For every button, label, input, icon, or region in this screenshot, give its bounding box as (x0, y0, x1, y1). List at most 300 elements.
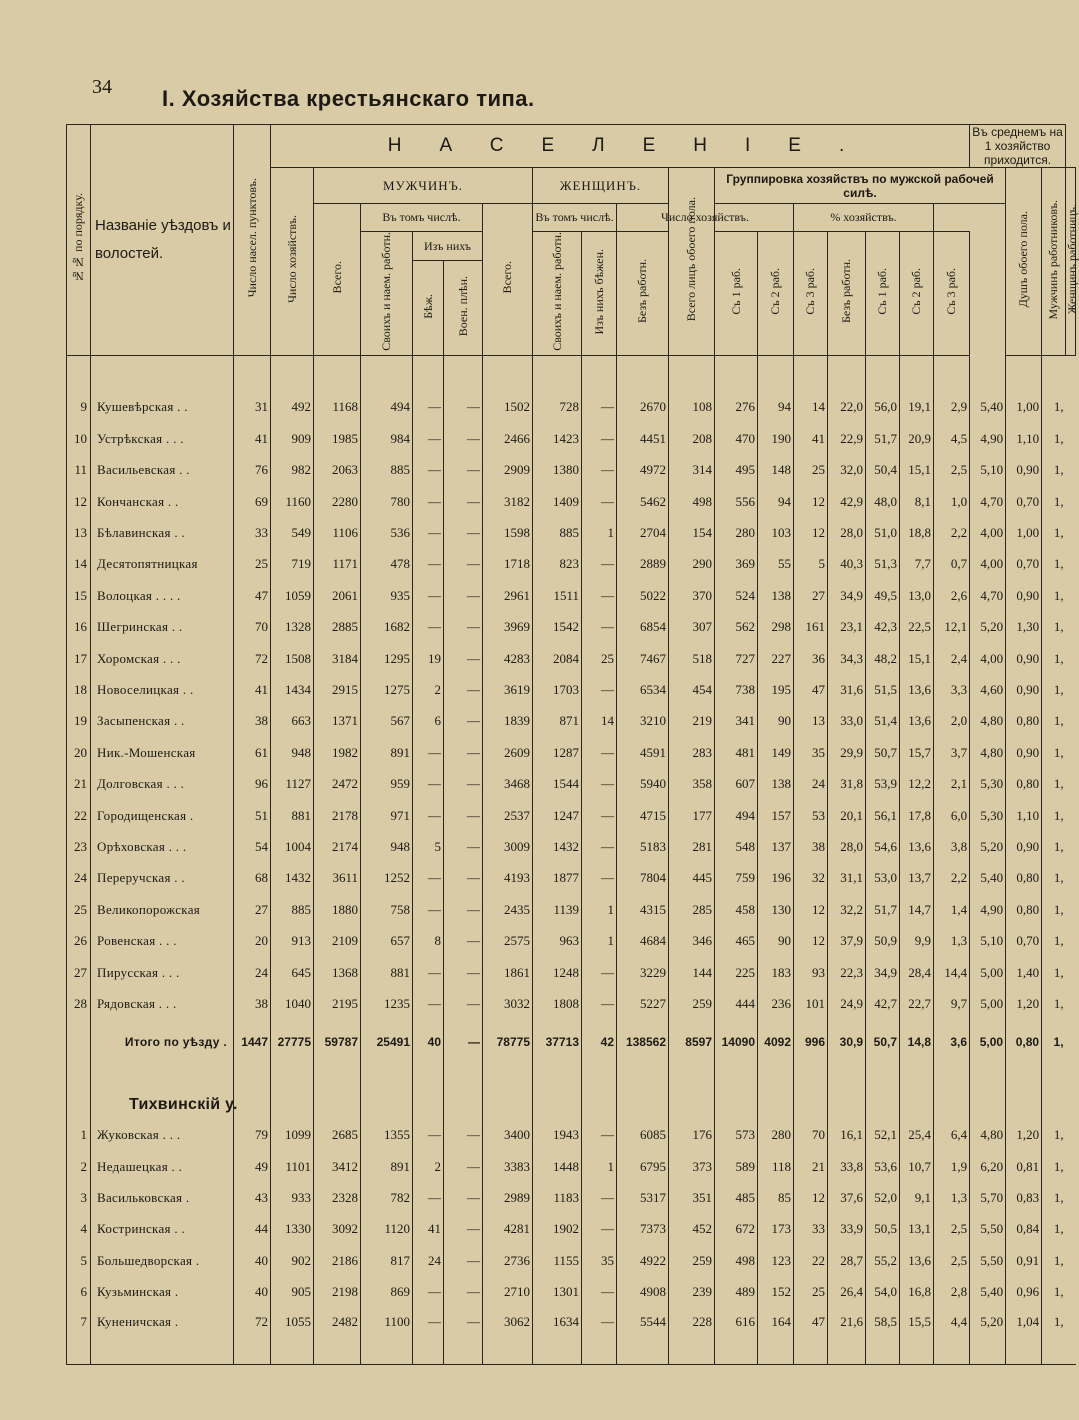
cell-value: — (413, 800, 444, 831)
cell-value: 1,00 (1006, 517, 1042, 548)
total-value: 37713 (533, 1020, 582, 1064)
cell-value: 1, (1042, 894, 1066, 925)
cell-value: — (582, 549, 617, 580)
cell-value: 123 (758, 1245, 794, 1276)
cell-value: — (582, 455, 617, 486)
cell-value: 1,10 (1006, 800, 1042, 831)
cell-value: 351 (669, 1182, 715, 1213)
row-number: 20 (67, 737, 91, 768)
page-number: 34 (92, 76, 112, 98)
table-row (67, 831, 1076, 862)
cell-value: — (582, 392, 617, 423)
cell-value: 2186 (314, 1245, 361, 1276)
cell-value: — (444, 1277, 483, 1308)
empty-cell (1042, 1064, 1066, 1120)
empty-cell (794, 1064, 828, 1120)
cell-value: 152 (758, 1277, 794, 1308)
cell-value: 2061 (314, 580, 361, 611)
cell-value: 2,4 (934, 643, 970, 674)
cell-value: — (444, 863, 483, 894)
cell-value: 51,4 (866, 706, 900, 737)
cell-value: — (582, 1214, 617, 1245)
cell-value: 25 (234, 549, 271, 580)
district-name: Пирусская . . . (91, 957, 234, 988)
total-value: 4092 (758, 1020, 794, 1064)
cell-value: 959 (361, 768, 413, 799)
empty-cell (669, 1064, 715, 1120)
cell-value: 2704 (617, 517, 669, 548)
cell-value: — (413, 423, 444, 454)
cell-value: 3229 (617, 957, 669, 988)
cell-value: 22,7 (900, 988, 934, 1019)
cell-value: — (582, 800, 617, 831)
table-row (67, 423, 1076, 454)
header-women: ЖЕНЩИНЪ. (533, 168, 669, 204)
cell-value: — (582, 957, 617, 988)
cell-value: 3619 (483, 674, 533, 705)
cell-value: 0,80 (1006, 894, 1042, 925)
cell-value: 0,83 (1006, 1182, 1042, 1213)
row-number: 12 (67, 486, 91, 517)
table-row (67, 1151, 1076, 1182)
cell-value: — (444, 517, 483, 548)
row-number: 3 (67, 1182, 91, 1213)
cell-value: 1 (582, 1151, 617, 1182)
row-number: 14 (67, 549, 91, 580)
cell-value: 5544 (617, 1308, 669, 1364)
header-pct-households: % хозяйствъ. (794, 204, 934, 232)
cell-value: 283 (669, 737, 715, 768)
cell-value: — (444, 612, 483, 643)
cell-value: 2,2 (934, 863, 970, 894)
cell-value: 1, (1042, 925, 1066, 956)
cell-value: 42,3 (866, 612, 900, 643)
cell-value: 1, (1042, 1245, 1066, 1276)
cell-value: 589 (715, 1151, 758, 1182)
district-name: Городищенская . (91, 800, 234, 831)
cell-value: 1, (1042, 706, 1066, 737)
cell-value: 93 (794, 957, 828, 988)
cell-value: 2915 (314, 674, 361, 705)
cell-value: 50,7 (866, 737, 900, 768)
cell-value: — (444, 455, 483, 486)
cell-value: 0,84 (1006, 1214, 1042, 1245)
row-number: 10 (67, 423, 91, 454)
cell-value: 259 (669, 1245, 715, 1276)
cell-value: 1275 (361, 674, 413, 705)
header-number: №№ по порядку. (67, 125, 91, 356)
cell-value: 4715 (617, 800, 669, 831)
cell-value: 48,0 (866, 486, 900, 517)
cell-value: 6085 (617, 1120, 669, 1151)
cell-value: 22,3 (828, 957, 866, 988)
cell-value: 5,10 (970, 925, 1006, 956)
cell-value: 881 (271, 800, 314, 831)
cell-value: — (582, 423, 617, 454)
cell-value: 51,3 (866, 549, 900, 580)
cell-value: — (413, 486, 444, 517)
cell-value: 719 (271, 549, 314, 580)
empty-cell (1006, 1064, 1042, 1120)
cell-value: 23,1 (828, 612, 866, 643)
cell-value: 22,0 (828, 392, 866, 423)
header-women-refugees: Изъ нихъ бѣжен. (582, 232, 617, 356)
total-value: 996 (794, 1020, 828, 1064)
cell-value: 5 (413, 831, 444, 862)
cell-value: 885 (533, 517, 582, 548)
cell-value: 2435 (483, 894, 533, 925)
cell-value: 2063 (314, 455, 361, 486)
total-value: 14,8 (900, 1020, 934, 1064)
cell-value: 905 (271, 1277, 314, 1308)
cell-value: 27 (234, 894, 271, 925)
cell-value: — (444, 831, 483, 862)
cell-value: 56,1 (866, 800, 900, 831)
header-men: МУЖЧИНЪ. (314, 168, 533, 204)
cell-value: 0,90 (1006, 580, 1042, 611)
cell-value: 1, (1042, 486, 1066, 517)
table-row (67, 768, 1076, 799)
cell-value: 51,7 (866, 423, 900, 454)
cell-value: 1, (1042, 392, 1066, 423)
cell-value: 1, (1042, 768, 1066, 799)
cell-value: — (444, 423, 483, 454)
cell-value: 0,70 (1006, 549, 1042, 580)
cell-value: 1055 (271, 1308, 314, 1364)
header-women-incl: Въ томъ числѣ. (533, 204, 617, 232)
cell-value: 2,5 (934, 455, 970, 486)
cell-value: 1301 (533, 1277, 582, 1308)
cell-value: 518 (669, 643, 715, 674)
row-number: 2 (67, 1151, 91, 1182)
cell-value: 177 (669, 800, 715, 831)
cell-value: 1139 (533, 894, 582, 925)
cell-value: 5,50 (970, 1214, 1006, 1245)
cell-value: 5,00 (970, 957, 1006, 988)
cell-value: 780 (361, 486, 413, 517)
cell-value: 12,1 (934, 612, 970, 643)
table-row (67, 486, 1076, 517)
total-value: 1447 (234, 1020, 271, 1064)
cell-value: 2,5 (934, 1245, 970, 1276)
cell-value: 5462 (617, 486, 669, 517)
table-row (67, 549, 1076, 580)
district-name: Костринская . . (91, 1214, 234, 1245)
cell-value: — (582, 580, 617, 611)
row-number: 16 (67, 612, 91, 643)
cell-value: 1877 (533, 863, 582, 894)
cell-value: 2195 (314, 988, 361, 1019)
cell-value: 891 (361, 1151, 413, 1182)
cell-value: 1511 (533, 580, 582, 611)
cell-value: 130 (758, 894, 794, 925)
empty-cell (67, 1064, 91, 1120)
total-value: 138562 (617, 1020, 669, 1064)
cell-value: — (413, 988, 444, 1019)
district-name: Кончанская . . (91, 486, 234, 517)
header-w2: Съ 2 раб. (758, 232, 794, 356)
table-row (67, 957, 1076, 988)
header-points: Число насел. пунктовъ. (234, 125, 271, 356)
cell-value: 53,9 (866, 768, 900, 799)
empty-cell (483, 1064, 533, 1120)
cell-value: 933 (271, 1182, 314, 1213)
cell-value: 44 (234, 1214, 271, 1245)
cell-value: 50,9 (866, 925, 900, 956)
cell-value: 19 (413, 643, 444, 674)
cell-value: 562 (715, 612, 758, 643)
cell-value: 24 (234, 957, 271, 988)
cell-value: 1,04 (1006, 1308, 1042, 1364)
cell-value: — (444, 768, 483, 799)
cell-value: 1, (1042, 1151, 1066, 1182)
spacer-row (67, 355, 1076, 392)
header-of-them: Изъ нихъ (413, 232, 483, 261)
cell-value: 1, (1042, 988, 1066, 1019)
district-name: Десятопятницкая (91, 549, 234, 580)
cell-value: 28,4 (900, 957, 934, 988)
total-value: 30,9 (828, 1020, 866, 1064)
cell-value: — (582, 486, 617, 517)
cell-value: 4,60 (970, 674, 1006, 705)
cell-value: 2609 (483, 737, 533, 768)
cell-value: 1861 (483, 957, 533, 988)
cell-value: 3,7 (934, 737, 970, 768)
cell-value: 498 (669, 486, 715, 517)
cell-value: 1, (1042, 643, 1066, 674)
cell-value: 94 (758, 392, 794, 423)
cell-value: 72 (234, 643, 271, 674)
cell-value: 6 (413, 706, 444, 737)
cell-value: 1508 (271, 643, 314, 674)
cell-value: 373 (669, 1151, 715, 1182)
total-value: 5,00 (970, 1020, 1006, 1064)
cell-value: 33 (794, 1214, 828, 1245)
cell-value: 7804 (617, 863, 669, 894)
cell-value: 24,9 (828, 988, 866, 1019)
cell-value: 108 (669, 392, 715, 423)
cell-value: 1, (1042, 957, 1066, 988)
cell-value: 3468 (483, 768, 533, 799)
cell-value: — (582, 1120, 617, 1151)
cell-value: 118 (758, 1151, 794, 1182)
cell-value: 25 (794, 455, 828, 486)
cell-value: 227 (758, 643, 794, 674)
cell-value: 913 (271, 925, 314, 956)
cell-value: 21 (794, 1151, 828, 1182)
cell-value: 478 (361, 549, 413, 580)
cell-value: 1,20 (1006, 1120, 1042, 1151)
cell-value: — (413, 1277, 444, 1308)
row-number: 26 (67, 925, 91, 956)
cell-value: 465 (715, 925, 758, 956)
cell-value: 663 (271, 706, 314, 737)
cell-value: — (444, 1182, 483, 1213)
cell-value: 3182 (483, 486, 533, 517)
cell-value: 1120 (361, 1214, 413, 1245)
cell-value: 470 (715, 423, 758, 454)
row-number: 17 (67, 643, 91, 674)
cell-value: — (582, 831, 617, 862)
district-name: Долговская . . . (91, 768, 234, 799)
cell-value: 759 (715, 863, 758, 894)
cell-value: 1, (1042, 831, 1066, 862)
table-row (67, 674, 1076, 705)
cell-value: 1, (1042, 517, 1066, 548)
cell-value: 4283 (483, 643, 533, 674)
cell-value: 103 (758, 517, 794, 548)
cell-value: 55,2 (866, 1245, 900, 1276)
header-women-total: Всего. (483, 204, 533, 356)
cell-value: 195 (758, 674, 794, 705)
cell-value: 1, (1042, 674, 1066, 705)
header-w3: Съ 3 раб. (794, 232, 828, 356)
cell-value: 948 (271, 737, 314, 768)
cell-value: 144 (669, 957, 715, 988)
table-row (67, 863, 1076, 894)
cell-value: 79 (234, 1120, 271, 1151)
cell-value: 137 (758, 831, 794, 862)
cell-value: 5,40 (970, 863, 1006, 894)
cell-value: 2109 (314, 925, 361, 956)
table-row (67, 1120, 1076, 1151)
cell-value: 138 (758, 580, 794, 611)
cell-value: 2 (413, 1151, 444, 1182)
cell-value: 4,00 (970, 549, 1006, 580)
cell-value: 34,3 (828, 643, 866, 674)
cell-value: 645 (271, 957, 314, 988)
header-pct-no-workers: Безъ работн. (828, 232, 866, 356)
cell-value: 494 (361, 392, 413, 423)
cell-value: 290 (669, 549, 715, 580)
cell-value: 1902 (533, 1214, 582, 1245)
cell-value: — (413, 957, 444, 988)
table-row (67, 580, 1076, 611)
cell-value: — (413, 863, 444, 894)
cell-value: 1682 (361, 612, 413, 643)
cell-value: 485 (715, 1182, 758, 1213)
cell-value: 1,00 (1006, 392, 1042, 423)
cell-value: 4,5 (934, 423, 970, 454)
cell-value: 314 (669, 455, 715, 486)
page-title: I. Хозяйства крестьянскаго типа. (162, 86, 535, 111)
district-name: Волоцкая . . . . (91, 580, 234, 611)
cell-value: 280 (715, 517, 758, 548)
cell-value: 13,7 (900, 863, 934, 894)
cell-value: 138 (758, 768, 794, 799)
cell-value: 17,8 (900, 800, 934, 831)
cell-value: 51,5 (866, 674, 900, 705)
total-value: 42 (582, 1020, 617, 1064)
cell-value: 0,80 (1006, 863, 1042, 894)
cell-value: 1, (1042, 1308, 1066, 1364)
cell-value: 782 (361, 1182, 413, 1213)
cell-value: 15,1 (900, 643, 934, 674)
cell-value: 0,90 (1006, 643, 1042, 674)
cell-value: 5,20 (970, 1308, 1006, 1364)
cell-value: 3611 (314, 863, 361, 894)
row-number: 9 (67, 392, 91, 423)
cell-value: 2736 (483, 1245, 533, 1276)
cell-value: 31,1 (828, 863, 866, 894)
cell-value: 1,10 (1006, 423, 1042, 454)
cell-value: 616 (715, 1308, 758, 1364)
cell-value: 3062 (483, 1308, 533, 1364)
cell-value: 18,8 (900, 517, 934, 548)
cell-value: 13,1 (900, 1214, 934, 1245)
cell-value: 1099 (271, 1120, 314, 1151)
cell-value: 1839 (483, 706, 533, 737)
cell-value: 7467 (617, 643, 669, 674)
cell-value: 4193 (483, 863, 533, 894)
cell-value: 14,7 (900, 894, 934, 925)
cell-value: 3,8 (934, 831, 970, 862)
cell-value: — (582, 1308, 617, 1364)
total-value: 27775 (271, 1020, 314, 1064)
header-num-households: Число хозяйствъ. (617, 204, 794, 232)
cell-value: 280 (758, 1120, 794, 1151)
cell-value: 4,70 (970, 580, 1006, 611)
cell-value: 454 (669, 674, 715, 705)
cell-value: 69 (234, 486, 271, 517)
cell-value: — (413, 612, 444, 643)
cell-value: 1252 (361, 863, 413, 894)
cell-value: 55 (758, 549, 794, 580)
cell-value: 1, (1042, 1214, 1066, 1245)
cell-value: 40 (234, 1277, 271, 1308)
cell-value: 53,6 (866, 1151, 900, 1182)
cell-value: 49 (234, 1151, 271, 1182)
empty-cell (533, 1064, 582, 1120)
cell-value: 728 (533, 392, 582, 423)
cell-value: 31,8 (828, 768, 866, 799)
empty-cell (444, 1064, 483, 1120)
cell-value: 38 (794, 831, 828, 862)
district-name: Устрѣкская . . . (91, 423, 234, 454)
cell-value: 12,2 (900, 768, 934, 799)
row-number: 27 (67, 957, 91, 988)
cell-value: 51,0 (866, 517, 900, 548)
cell-value: 0,90 (1006, 737, 1042, 768)
cell-value: 35 (794, 737, 828, 768)
district-name: Жуковская . . . (91, 1120, 234, 1151)
cell-value: 727 (715, 643, 758, 674)
table-row (67, 988, 1076, 1019)
cell-value: 1330 (271, 1214, 314, 1245)
cell-value: 2328 (314, 1182, 361, 1213)
cell-value: 2710 (483, 1277, 533, 1308)
cell-value: 15,1 (900, 455, 934, 486)
cell-value: 2472 (314, 768, 361, 799)
cell-value: 1 (582, 925, 617, 956)
total-value: 8597 (669, 1020, 715, 1064)
cell-value: 1409 (533, 486, 582, 517)
cell-value: 4,80 (970, 1120, 1006, 1151)
cell-value: 1943 (533, 1120, 582, 1151)
cell-value: 370 (669, 580, 715, 611)
cell-value: 13 (794, 706, 828, 737)
cell-value: 51,7 (866, 894, 900, 925)
cell-value: 26,4 (828, 1277, 866, 1308)
cell-value: 35 (582, 1245, 617, 1276)
cell-value: 38 (234, 988, 271, 1019)
cell-value: 4908 (617, 1277, 669, 1308)
cell-value: 101 (794, 988, 828, 1019)
table-row (67, 737, 1076, 768)
empty-cell (617, 1064, 669, 1120)
cell-value: — (582, 674, 617, 705)
cell-value: 5,00 (970, 988, 1006, 1019)
